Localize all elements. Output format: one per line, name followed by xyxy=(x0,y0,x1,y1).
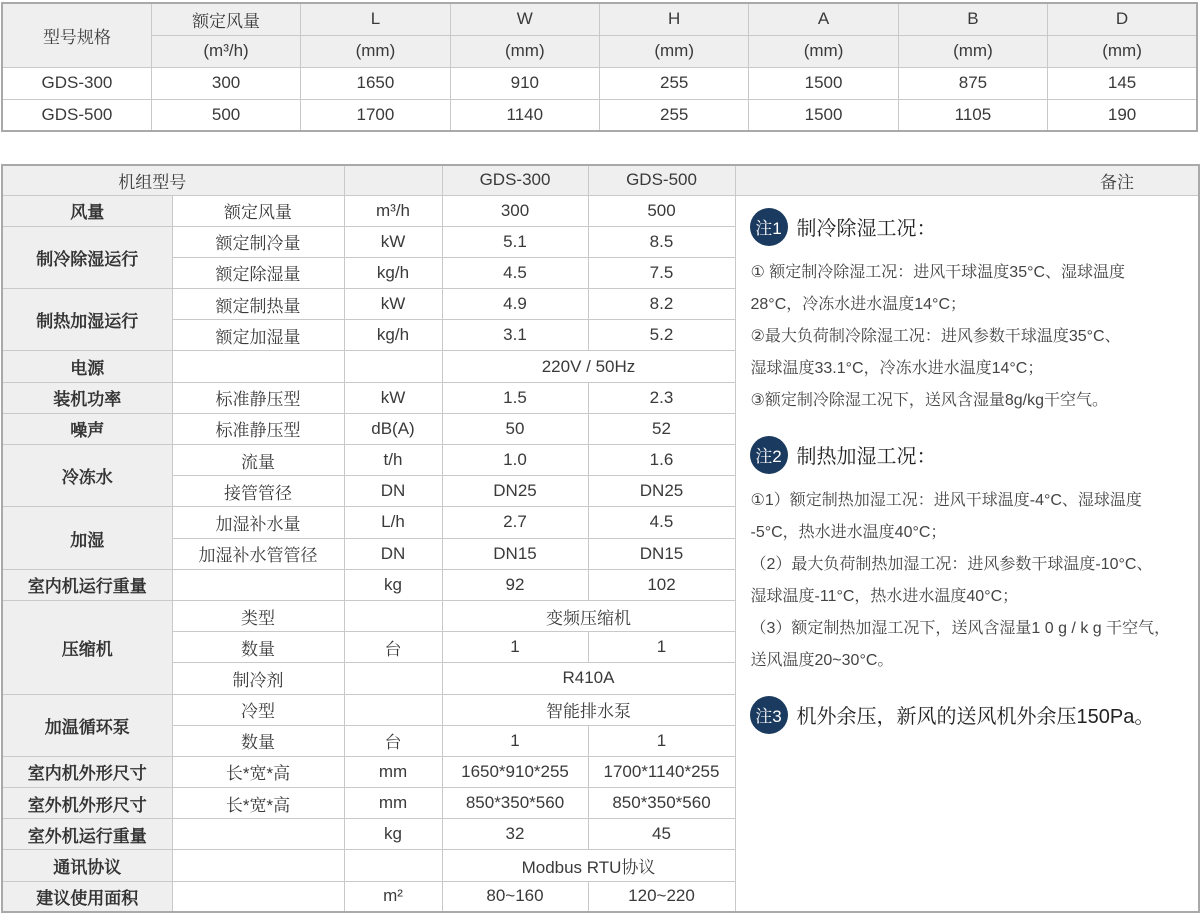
empty-cell xyxy=(172,819,344,850)
column-unit: (mm) xyxy=(450,35,599,67)
value-cell: 45 xyxy=(588,819,735,850)
remark-line: ①1）额定制热加湿工况：进风干球温度-4°C、湿球温度 xyxy=(750,491,1142,509)
value-cell: 102 xyxy=(588,569,735,600)
group-label: 风量 xyxy=(2,195,172,226)
parameter-spec-table xyxy=(1,164,1200,913)
item-unit: mm xyxy=(344,756,442,787)
value-cell: 1.6 xyxy=(588,445,735,476)
value-cell: DN15 xyxy=(442,538,588,569)
column-header-b: B xyxy=(898,3,1047,35)
group-label: 噪声 xyxy=(2,413,172,444)
value-cell: 1 xyxy=(588,725,735,756)
group-label: 室外机外形尺寸 xyxy=(2,788,172,819)
model-header-gds-500: GDS-500 xyxy=(588,165,735,195)
remarks-panel xyxy=(735,195,1199,912)
item-unit: kg xyxy=(344,819,442,850)
value-cell: 1650 xyxy=(301,67,450,99)
note-badge: 注3 xyxy=(750,696,788,734)
item-unit: kg/h xyxy=(344,320,442,351)
item-name: 加湿补水管管径 xyxy=(172,538,344,569)
value-cell: 255 xyxy=(600,99,749,131)
value-cell: 875 xyxy=(898,67,1047,99)
item-name: 加湿补水量 xyxy=(172,507,344,538)
remark-line: 28°C，冷冻水进水温度14°C； xyxy=(750,295,967,313)
column-unit: (mm) xyxy=(898,35,1047,67)
column-header-a: A xyxy=(749,3,898,35)
item-unit: dB(A) xyxy=(344,413,442,444)
value-cell: 5.1 xyxy=(442,226,588,257)
value-cell: 92 xyxy=(442,569,588,600)
value-cell: 4.5 xyxy=(442,257,588,288)
remark-title: 机外余压，新风的送风机外余压150Pa。 xyxy=(796,706,1155,728)
item-name: 接管管径 xyxy=(172,476,344,507)
unit-model-header: 机组型号 xyxy=(2,165,344,195)
value-cell: 4.9 xyxy=(442,289,588,320)
remark-line: ③额定制冷除湿工况下，送风含湿量8g/kg干空气。 xyxy=(750,391,1108,409)
value-cell: 300 xyxy=(151,67,300,99)
shared-value-cell: Modbus RTU协议 xyxy=(442,850,735,881)
group-label: 电源 xyxy=(2,351,172,382)
value-cell: 2.7 xyxy=(442,507,588,538)
value-cell: 1 xyxy=(588,632,735,663)
value-cell: 850*350*560 xyxy=(588,788,735,819)
item-name: 额定制冷量 xyxy=(172,226,344,257)
item-unit: kg/h xyxy=(344,257,442,288)
group-label: 建议使用面积 xyxy=(2,881,172,912)
column-header-airflow: 额定风量 xyxy=(151,3,300,35)
item-unit: kW xyxy=(344,226,442,257)
empty-cell xyxy=(172,881,344,912)
value-cell: 7.5 xyxy=(588,257,735,288)
column-header-h: H xyxy=(600,3,749,35)
value-cell: 1700*1140*255 xyxy=(588,756,735,787)
item-unit: L/h xyxy=(344,507,442,538)
value-cell: 8.2 xyxy=(588,289,735,320)
item-name: 冷型 xyxy=(172,694,344,725)
empty-cell xyxy=(172,569,344,600)
item-name: 制冷剂 xyxy=(172,663,344,694)
item-name: 额定风量 xyxy=(172,195,344,226)
value-cell: 1650*910*255 xyxy=(442,756,588,787)
item-name: 长*宽*高 xyxy=(172,788,344,819)
note-badge: 注1 xyxy=(750,208,788,246)
remark-title: 制冷除湿工况： xyxy=(796,218,937,240)
group-label: 室内机外形尺寸 xyxy=(2,756,172,787)
remark-line: （3）额定制热加湿工况下，送风含湿量1 0 g / k g 干空气， xyxy=(750,619,1171,637)
value-cell: 1700 xyxy=(301,99,450,131)
item-unit: mm xyxy=(344,788,442,819)
item-unit: 台 xyxy=(344,725,442,756)
value-cell: 80~160 xyxy=(442,881,588,912)
item-unit: t/h xyxy=(344,445,442,476)
unit-header-empty xyxy=(344,165,442,195)
remark-line: 湿球温度-11°C，热水进水温度40°C； xyxy=(750,587,1019,605)
value-cell: 1 xyxy=(442,632,588,663)
value-cell: 4.5 xyxy=(588,507,735,538)
item-unit: m² xyxy=(344,881,442,912)
item-name: 额定制热量 xyxy=(172,289,344,320)
remarks-header: 备注 xyxy=(735,165,1199,195)
model-header-gds-300: GDS-300 xyxy=(442,165,588,195)
table-row xyxy=(2,99,1197,131)
shared-value-cell: 智能排水泵 xyxy=(442,694,735,725)
table-row xyxy=(2,195,1199,226)
item-unit: kW xyxy=(344,289,442,320)
shared-value-cell: R410A xyxy=(442,663,735,694)
item-unit: DN xyxy=(344,538,442,569)
column-unit: (mm) xyxy=(749,35,898,67)
group-label: 加温循环泵 xyxy=(2,694,172,756)
group-label: 通讯协议 xyxy=(2,850,172,881)
remark-title: 制热加湿工况： xyxy=(796,446,937,468)
value-cell: 500 xyxy=(588,195,735,226)
item-name: 数量 xyxy=(172,632,344,663)
item-name: 标准静压型 xyxy=(172,382,344,413)
column-header-d: D xyxy=(1048,3,1197,35)
empty-cell xyxy=(344,351,442,382)
empty-cell xyxy=(344,694,442,725)
value-cell: 120~220 xyxy=(588,881,735,912)
item-unit: kg xyxy=(344,569,442,600)
remark-heading xyxy=(750,696,1191,734)
value-cell: 190 xyxy=(1048,99,1197,131)
value-cell: 2.3 xyxy=(588,382,735,413)
remark-line: -5°C，热水进水温度40°C； xyxy=(750,523,947,541)
remark-line: 湿球温度33.1°C，冷冻水进水温度14°C； xyxy=(750,359,1044,377)
remark-note-2 xyxy=(750,436,1191,677)
empty-cell xyxy=(172,850,344,881)
value-cell: DN25 xyxy=(442,476,588,507)
remark-line: ②最大负荷制冷除湿工况：进风参数干球温度35°C、 xyxy=(750,327,1121,345)
value-cell: 1105 xyxy=(898,99,1047,131)
value-cell: 255 xyxy=(600,67,749,99)
item-unit: m³/h xyxy=(344,195,442,226)
column-unit: (mm) xyxy=(600,35,749,67)
table-unit-row xyxy=(2,35,1197,67)
value-cell: 1 xyxy=(442,725,588,756)
remark-text xyxy=(750,485,1191,677)
column-unit: (mm) xyxy=(301,35,450,67)
remark-line: 送风温度20~30°C。 xyxy=(750,651,894,669)
value-cell: 910 xyxy=(450,67,599,99)
table-header-row xyxy=(2,3,1197,35)
empty-cell xyxy=(344,600,442,631)
group-label: 室外机运行重量 xyxy=(2,819,172,850)
value-cell: 300 xyxy=(442,195,588,226)
shared-value-cell: 220V / 50Hz xyxy=(442,351,735,382)
value-cell: 50 xyxy=(442,413,588,444)
group-label: 室内机运行重量 xyxy=(2,569,172,600)
model-cell: GDS-300 xyxy=(2,67,151,99)
column-header-l: L xyxy=(301,3,450,35)
remark-heading xyxy=(750,208,1191,246)
value-cell: DN15 xyxy=(588,538,735,569)
item-name: 标准静压型 xyxy=(172,413,344,444)
item-name: 数量 xyxy=(172,725,344,756)
group-label: 压缩机 xyxy=(2,600,172,694)
item-name: 额定除湿量 xyxy=(172,257,344,288)
group-label: 冷冻水 xyxy=(2,445,172,507)
value-cell: 52 xyxy=(588,413,735,444)
table-row xyxy=(2,67,1197,99)
value-cell: 5.2 xyxy=(588,320,735,351)
item-name: 额定加湿量 xyxy=(172,320,344,351)
item-name: 流量 xyxy=(172,445,344,476)
empty-cell xyxy=(344,850,442,881)
remark-note-1 xyxy=(750,208,1191,417)
value-cell: 8.5 xyxy=(588,226,735,257)
column-header-w: W xyxy=(450,3,599,35)
group-label: 加湿 xyxy=(2,507,172,569)
value-cell: 3.1 xyxy=(442,320,588,351)
remark-text xyxy=(750,257,1191,417)
remark-line: （2）最大负荷制热加湿工况：进风参数干球温度-10°C、 xyxy=(750,555,1153,573)
model-cell: GDS-500 xyxy=(2,99,151,131)
empty-cell xyxy=(344,663,442,694)
value-cell: DN25 xyxy=(588,476,735,507)
value-cell: 1140 xyxy=(450,99,599,131)
table-header-row xyxy=(2,165,1199,195)
value-cell: 500 xyxy=(151,99,300,131)
value-cell: 1.0 xyxy=(442,445,588,476)
group-label: 制冷除湿运行 xyxy=(2,226,172,288)
dimension-spec-table xyxy=(1,2,1198,132)
model-spec-header: 型号规格 xyxy=(2,3,151,67)
empty-cell xyxy=(172,351,344,382)
value-cell: 145 xyxy=(1048,67,1197,99)
note-badge: 注2 xyxy=(750,436,788,474)
column-unit: (mm) xyxy=(1048,35,1197,67)
value-cell: 1.5 xyxy=(442,382,588,413)
shared-value-cell: 变频压缩机 xyxy=(442,600,735,631)
remark-note-3 xyxy=(750,696,1191,734)
group-label: 装机功率 xyxy=(2,382,172,413)
remark-heading xyxy=(750,436,1191,474)
item-unit: kW xyxy=(344,382,442,413)
value-cell: 1500 xyxy=(749,99,898,131)
item-unit: DN xyxy=(344,476,442,507)
item-name: 长*宽*高 xyxy=(172,756,344,787)
value-cell: 32 xyxy=(442,819,588,850)
remark-line: ① 额定制冷除湿工况：进风干球温度35°C、湿球温度 xyxy=(750,263,1126,281)
value-cell: 1500 xyxy=(749,67,898,99)
value-cell: 850*350*560 xyxy=(442,788,588,819)
item-unit: 台 xyxy=(344,632,442,663)
column-unit: (m³/h) xyxy=(151,35,300,67)
group-label: 制热加湿运行 xyxy=(2,289,172,351)
item-name: 类型 xyxy=(172,600,344,631)
